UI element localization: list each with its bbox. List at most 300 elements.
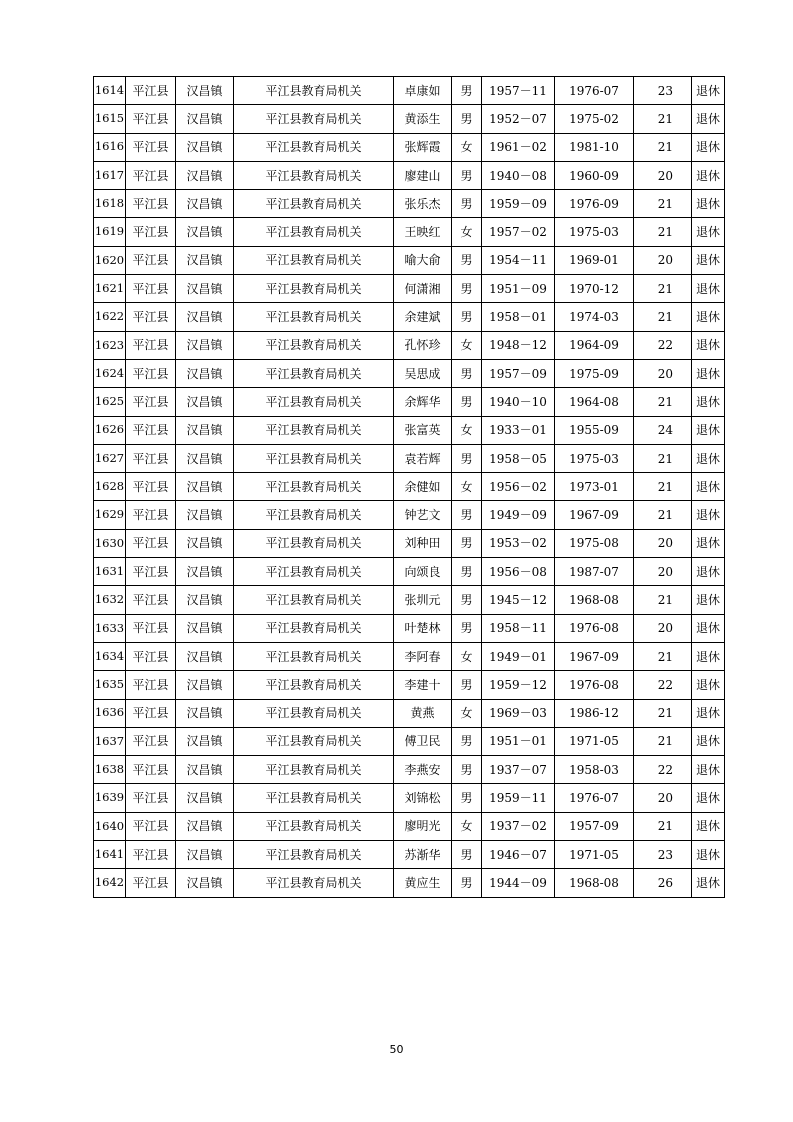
seq-cell: 1630 xyxy=(94,529,126,557)
start-cell: 1971-05 xyxy=(555,727,634,755)
gender-cell: 女 xyxy=(452,218,482,246)
gender-cell: 男 xyxy=(452,275,482,303)
seq-cell: 1628 xyxy=(94,473,126,501)
gender-cell: 女 xyxy=(452,473,482,501)
town-cell: 汉昌镇 xyxy=(176,77,234,105)
status-cell: 退休 xyxy=(692,756,725,784)
birth-cell: 1951－01 xyxy=(482,727,555,755)
years-cell: 22 xyxy=(634,331,692,359)
status-cell: 退休 xyxy=(692,671,725,699)
table-row xyxy=(94,727,725,755)
birth-cell: 1957－09 xyxy=(482,359,555,387)
table-row xyxy=(94,416,725,444)
unit-cell: 平江县教育局机关 xyxy=(234,359,394,387)
start-cell: 1964-09 xyxy=(555,331,634,359)
birth-cell: 1946－07 xyxy=(482,841,555,869)
status-cell: 退休 xyxy=(692,416,725,444)
seq-cell: 1627 xyxy=(94,444,126,472)
unit-cell: 平江县教育局机关 xyxy=(234,416,394,444)
start-cell: 1971-05 xyxy=(555,841,634,869)
gender-cell: 女 xyxy=(452,133,482,161)
birth-cell: 1958－01 xyxy=(482,303,555,331)
town-cell: 汉昌镇 xyxy=(176,699,234,727)
table-row xyxy=(94,218,725,246)
table-row xyxy=(94,699,725,727)
seq-cell: 1623 xyxy=(94,331,126,359)
years-cell: 21 xyxy=(634,699,692,727)
town-cell: 汉昌镇 xyxy=(176,190,234,218)
town-cell: 汉昌镇 xyxy=(176,614,234,642)
start-cell: 1958-03 xyxy=(555,756,634,784)
unit-cell: 平江县教育局机关 xyxy=(234,784,394,812)
seq-cell: 1640 xyxy=(94,812,126,840)
table-row xyxy=(94,642,725,670)
gender-cell: 女 xyxy=(452,642,482,670)
name-cell: 叶楚林 xyxy=(394,614,452,642)
county-cell: 平江县 xyxy=(126,246,176,274)
gender-cell: 男 xyxy=(452,614,482,642)
name-cell: 钟艺文 xyxy=(394,501,452,529)
county-cell: 平江县 xyxy=(126,501,176,529)
table-row xyxy=(94,246,725,274)
table-row xyxy=(94,77,725,105)
unit-cell: 平江县教育局机关 xyxy=(234,444,394,472)
county-cell: 平江县 xyxy=(126,161,176,189)
table-row xyxy=(94,105,725,133)
town-cell: 汉昌镇 xyxy=(176,558,234,586)
town-cell: 汉昌镇 xyxy=(176,359,234,387)
town-cell: 汉昌镇 xyxy=(176,105,234,133)
name-cell: 余辉华 xyxy=(394,388,452,416)
birth-cell: 1958－11 xyxy=(482,614,555,642)
name-cell: 黄燕 xyxy=(394,699,452,727)
gender-cell: 男 xyxy=(452,558,482,586)
town-cell: 汉昌镇 xyxy=(176,812,234,840)
county-cell: 平江县 xyxy=(126,303,176,331)
birth-cell: 1957－02 xyxy=(482,218,555,246)
years-cell: 23 xyxy=(634,77,692,105)
seq-cell: 1639 xyxy=(94,784,126,812)
town-cell: 汉昌镇 xyxy=(176,784,234,812)
start-cell: 1975-09 xyxy=(555,359,634,387)
town-cell: 汉昌镇 xyxy=(176,642,234,670)
birth-cell: 1969－03 xyxy=(482,699,555,727)
gender-cell: 男 xyxy=(452,161,482,189)
seq-cell: 1620 xyxy=(94,246,126,274)
name-cell: 向颂良 xyxy=(394,558,452,586)
name-cell: 李阿春 xyxy=(394,642,452,670)
table-row xyxy=(94,841,725,869)
start-cell: 1969-01 xyxy=(555,246,634,274)
status-cell: 退休 xyxy=(692,614,725,642)
table-row xyxy=(94,558,725,586)
start-cell: 1976-09 xyxy=(555,190,634,218)
seq-cell: 1635 xyxy=(94,671,126,699)
birth-cell: 1959－09 xyxy=(482,190,555,218)
seq-cell: 1617 xyxy=(94,161,126,189)
status-cell: 退休 xyxy=(692,77,725,105)
seq-cell: 1622 xyxy=(94,303,126,331)
years-cell: 21 xyxy=(634,586,692,614)
gender-cell: 男 xyxy=(452,841,482,869)
seq-cell: 1637 xyxy=(94,727,126,755)
birth-cell: 1956－08 xyxy=(482,558,555,586)
seq-cell: 1642 xyxy=(94,869,126,897)
start-cell: 1975-08 xyxy=(555,529,634,557)
gender-cell: 男 xyxy=(452,246,482,274)
gender-cell: 男 xyxy=(452,727,482,755)
town-cell: 汉昌镇 xyxy=(176,586,234,614)
birth-cell: 1940－10 xyxy=(482,388,555,416)
name-cell: 傅卫民 xyxy=(394,727,452,755)
seq-cell: 1636 xyxy=(94,699,126,727)
town-cell: 汉昌镇 xyxy=(176,161,234,189)
county-cell: 平江县 xyxy=(126,105,176,133)
years-cell: 21 xyxy=(634,190,692,218)
birth-cell: 1948－12 xyxy=(482,331,555,359)
town-cell: 汉昌镇 xyxy=(176,671,234,699)
table-row xyxy=(94,501,725,529)
status-cell: 退休 xyxy=(692,784,725,812)
county-cell: 平江县 xyxy=(126,133,176,161)
years-cell: 21 xyxy=(634,444,692,472)
table-row xyxy=(94,784,725,812)
start-cell: 1968-08 xyxy=(555,869,634,897)
table-row xyxy=(94,869,725,897)
years-cell: 21 xyxy=(634,105,692,133)
unit-cell: 平江县教育局机关 xyxy=(234,841,394,869)
birth-cell: 1958－05 xyxy=(482,444,555,472)
name-cell: 李建十 xyxy=(394,671,452,699)
gender-cell: 男 xyxy=(452,359,482,387)
status-cell: 退休 xyxy=(692,275,725,303)
name-cell: 苏渐华 xyxy=(394,841,452,869)
county-cell: 平江县 xyxy=(126,558,176,586)
years-cell: 21 xyxy=(634,218,692,246)
start-cell: 1967-09 xyxy=(555,501,634,529)
start-cell: 1967-09 xyxy=(555,642,634,670)
years-cell: 24 xyxy=(634,416,692,444)
status-cell: 退休 xyxy=(692,303,725,331)
seq-cell: 1616 xyxy=(94,133,126,161)
seq-cell: 1626 xyxy=(94,416,126,444)
status-cell: 退休 xyxy=(692,218,725,246)
birth-cell: 1937－07 xyxy=(482,756,555,784)
birth-cell: 1959－11 xyxy=(482,784,555,812)
years-cell: 21 xyxy=(634,642,692,670)
gender-cell: 男 xyxy=(452,501,482,529)
unit-cell: 平江县教育局机关 xyxy=(234,812,394,840)
years-cell: 22 xyxy=(634,671,692,699)
years-cell: 21 xyxy=(634,275,692,303)
birth-cell: 1961－02 xyxy=(482,133,555,161)
seq-cell: 1631 xyxy=(94,558,126,586)
table-row xyxy=(94,388,725,416)
seq-cell: 1629 xyxy=(94,501,126,529)
start-cell: 1975-03 xyxy=(555,218,634,246)
start-cell: 1964-08 xyxy=(555,388,634,416)
status-cell: 退休 xyxy=(692,558,725,586)
table-row xyxy=(94,275,725,303)
county-cell: 平江县 xyxy=(126,416,176,444)
start-cell: 1981-10 xyxy=(555,133,634,161)
county-cell: 平江县 xyxy=(126,275,176,303)
name-cell: 张圳元 xyxy=(394,586,452,614)
birth-cell: 1957－11 xyxy=(482,77,555,105)
birth-cell: 1937－02 xyxy=(482,812,555,840)
status-cell: 退休 xyxy=(692,133,725,161)
county-cell: 平江县 xyxy=(126,784,176,812)
gender-cell: 男 xyxy=(452,586,482,614)
unit-cell: 平江县教育局机关 xyxy=(234,699,394,727)
start-cell: 1975-03 xyxy=(555,444,634,472)
status-cell: 退休 xyxy=(692,642,725,670)
gender-cell: 女 xyxy=(452,699,482,727)
birth-cell: 1959－12 xyxy=(482,671,555,699)
seq-cell: 1632 xyxy=(94,586,126,614)
table-row xyxy=(94,586,725,614)
county-cell: 平江县 xyxy=(126,359,176,387)
town-cell: 汉昌镇 xyxy=(176,133,234,161)
years-cell: 26 xyxy=(634,869,692,897)
unit-cell: 平江县教育局机关 xyxy=(234,388,394,416)
town-cell: 汉昌镇 xyxy=(176,501,234,529)
start-cell: 1974-03 xyxy=(555,303,634,331)
unit-cell: 平江县教育局机关 xyxy=(234,77,394,105)
name-cell: 吴思成 xyxy=(394,359,452,387)
unit-cell: 平江县教育局机关 xyxy=(234,161,394,189)
town-cell: 汉昌镇 xyxy=(176,246,234,274)
name-cell: 余建斌 xyxy=(394,303,452,331)
town-cell: 汉昌镇 xyxy=(176,869,234,897)
unit-cell: 平江县教育局机关 xyxy=(234,869,394,897)
county-cell: 平江县 xyxy=(126,642,176,670)
town-cell: 汉昌镇 xyxy=(176,303,234,331)
unit-cell: 平江县教育局机关 xyxy=(234,303,394,331)
gender-cell: 男 xyxy=(452,190,482,218)
unit-cell: 平江县教育局机关 xyxy=(234,756,394,784)
seq-cell: 1618 xyxy=(94,190,126,218)
years-cell: 20 xyxy=(634,558,692,586)
status-cell: 退休 xyxy=(692,812,725,840)
birth-cell: 1952－07 xyxy=(482,105,555,133)
name-cell: 黄添生 xyxy=(394,105,452,133)
town-cell: 汉昌镇 xyxy=(176,388,234,416)
years-cell: 20 xyxy=(634,161,692,189)
gender-cell: 男 xyxy=(452,77,482,105)
county-cell: 平江县 xyxy=(126,699,176,727)
town-cell: 汉昌镇 xyxy=(176,275,234,303)
birth-cell: 1951－09 xyxy=(482,275,555,303)
name-cell: 张辉霞 xyxy=(394,133,452,161)
name-cell: 袁若辉 xyxy=(394,444,452,472)
gender-cell: 男 xyxy=(452,105,482,133)
county-cell: 平江县 xyxy=(126,756,176,784)
years-cell: 21 xyxy=(634,812,692,840)
unit-cell: 平江县教育局机关 xyxy=(234,246,394,274)
county-cell: 平江县 xyxy=(126,444,176,472)
county-cell: 平江县 xyxy=(126,671,176,699)
table-row xyxy=(94,671,725,699)
name-cell: 李燕安 xyxy=(394,756,452,784)
unit-cell: 平江县教育局机关 xyxy=(234,133,394,161)
county-cell: 平江县 xyxy=(126,331,176,359)
county-cell: 平江县 xyxy=(126,586,176,614)
county-cell: 平江县 xyxy=(126,812,176,840)
table-row xyxy=(94,444,725,472)
start-cell: 1960-09 xyxy=(555,161,634,189)
years-cell: 20 xyxy=(634,614,692,642)
gender-cell: 男 xyxy=(452,869,482,897)
years-cell: 23 xyxy=(634,841,692,869)
birth-cell: 1949－01 xyxy=(482,642,555,670)
town-cell: 汉昌镇 xyxy=(176,331,234,359)
years-cell: 20 xyxy=(634,529,692,557)
status-cell: 退休 xyxy=(692,388,725,416)
unit-cell: 平江县教育局机关 xyxy=(234,501,394,529)
status-cell: 退休 xyxy=(692,586,725,614)
county-cell: 平江县 xyxy=(126,529,176,557)
name-cell: 王映红 xyxy=(394,218,452,246)
gender-cell: 女 xyxy=(452,416,482,444)
seq-cell: 1614 xyxy=(94,77,126,105)
town-cell: 汉昌镇 xyxy=(176,727,234,755)
unit-cell: 平江县教育局机关 xyxy=(234,642,394,670)
name-cell: 何潇湘 xyxy=(394,275,452,303)
years-cell: 21 xyxy=(634,501,692,529)
county-cell: 平江县 xyxy=(126,190,176,218)
seq-cell: 1615 xyxy=(94,105,126,133)
seq-cell: 1624 xyxy=(94,359,126,387)
seq-cell: 1621 xyxy=(94,275,126,303)
birth-cell: 1956－02 xyxy=(482,473,555,501)
county-cell: 平江县 xyxy=(126,614,176,642)
town-cell: 汉昌镇 xyxy=(176,473,234,501)
unit-cell: 平江县教育局机关 xyxy=(234,586,394,614)
name-cell: 余健如 xyxy=(394,473,452,501)
town-cell: 汉昌镇 xyxy=(176,218,234,246)
name-cell: 张乐杰 xyxy=(394,190,452,218)
start-cell: 1968-08 xyxy=(555,586,634,614)
county-cell: 平江县 xyxy=(126,727,176,755)
start-cell: 1955-09 xyxy=(555,416,634,444)
status-cell: 退休 xyxy=(692,869,725,897)
start-cell: 1986-12 xyxy=(555,699,634,727)
start-cell: 1987-07 xyxy=(555,558,634,586)
years-cell: 21 xyxy=(634,727,692,755)
status-cell: 退休 xyxy=(692,190,725,218)
birth-cell: 1954－11 xyxy=(482,246,555,274)
town-cell: 汉昌镇 xyxy=(176,841,234,869)
table-row xyxy=(94,812,725,840)
gender-cell: 男 xyxy=(452,444,482,472)
status-cell: 退休 xyxy=(692,529,725,557)
years-cell: 21 xyxy=(634,388,692,416)
status-cell: 退休 xyxy=(692,331,725,359)
town-cell: 汉昌镇 xyxy=(176,756,234,784)
birth-cell: 1940－08 xyxy=(482,161,555,189)
unit-cell: 平江县教育局机关 xyxy=(234,190,394,218)
table-row xyxy=(94,303,725,331)
seq-cell: 1641 xyxy=(94,841,126,869)
table-row xyxy=(94,190,725,218)
table-row xyxy=(94,529,725,557)
unit-cell: 平江县教育局机关 xyxy=(234,727,394,755)
name-cell: 喻大俞 xyxy=(394,246,452,274)
start-cell: 1976-08 xyxy=(555,671,634,699)
name-cell: 黄应生 xyxy=(394,869,452,897)
gender-cell: 男 xyxy=(452,303,482,331)
start-cell: 1976-08 xyxy=(555,614,634,642)
seq-cell: 1638 xyxy=(94,756,126,784)
status-cell: 退休 xyxy=(692,444,725,472)
gender-cell: 女 xyxy=(452,812,482,840)
county-cell: 平江县 xyxy=(126,77,176,105)
unit-cell: 平江县教育局机关 xyxy=(234,331,394,359)
town-cell: 汉昌镇 xyxy=(176,444,234,472)
birth-cell: 1944－09 xyxy=(482,869,555,897)
unit-cell: 平江县教育局机关 xyxy=(234,614,394,642)
records-body xyxy=(94,77,725,898)
unit-cell: 平江县教育局机关 xyxy=(234,275,394,303)
name-cell: 廖明光 xyxy=(394,812,452,840)
unit-cell: 平江县教育局机关 xyxy=(234,105,394,133)
status-cell: 退休 xyxy=(692,473,725,501)
status-cell: 退休 xyxy=(692,699,725,727)
unit-cell: 平江县教育局机关 xyxy=(234,473,394,501)
status-cell: 退休 xyxy=(692,161,725,189)
gender-cell: 男 xyxy=(452,529,482,557)
seq-cell: 1619 xyxy=(94,218,126,246)
records-table xyxy=(93,76,725,898)
unit-cell: 平江县教育局机关 xyxy=(234,218,394,246)
gender-cell: 女 xyxy=(452,331,482,359)
name-cell: 刘锦松 xyxy=(394,784,452,812)
start-cell: 1957-09 xyxy=(555,812,634,840)
birth-cell: 1953－02 xyxy=(482,529,555,557)
gender-cell: 男 xyxy=(452,756,482,784)
table-row xyxy=(94,756,725,784)
start-cell: 1976-07 xyxy=(555,784,634,812)
name-cell: 卓康如 xyxy=(394,77,452,105)
birth-cell: 1933－01 xyxy=(482,416,555,444)
town-cell: 汉昌镇 xyxy=(176,529,234,557)
name-cell: 孔怀珍 xyxy=(394,331,452,359)
years-cell: 20 xyxy=(634,246,692,274)
birth-cell: 1949－09 xyxy=(482,501,555,529)
gender-cell: 男 xyxy=(452,671,482,699)
table-row xyxy=(94,331,725,359)
table-row xyxy=(94,359,725,387)
county-cell: 平江县 xyxy=(126,473,176,501)
table-row xyxy=(94,133,725,161)
years-cell: 21 xyxy=(634,133,692,161)
seq-cell: 1634 xyxy=(94,642,126,670)
status-cell: 退休 xyxy=(692,105,725,133)
start-cell: 1973-01 xyxy=(555,473,634,501)
unit-cell: 平江县教育局机关 xyxy=(234,671,394,699)
years-cell: 20 xyxy=(634,359,692,387)
start-cell: 1976-07 xyxy=(555,77,634,105)
town-cell: 汉昌镇 xyxy=(176,416,234,444)
seq-cell: 1625 xyxy=(94,388,126,416)
table-row xyxy=(94,614,725,642)
years-cell: 20 xyxy=(634,784,692,812)
county-cell: 平江县 xyxy=(126,869,176,897)
name-cell: 廖建山 xyxy=(394,161,452,189)
county-cell: 平江县 xyxy=(126,388,176,416)
status-cell: 退休 xyxy=(692,727,725,755)
